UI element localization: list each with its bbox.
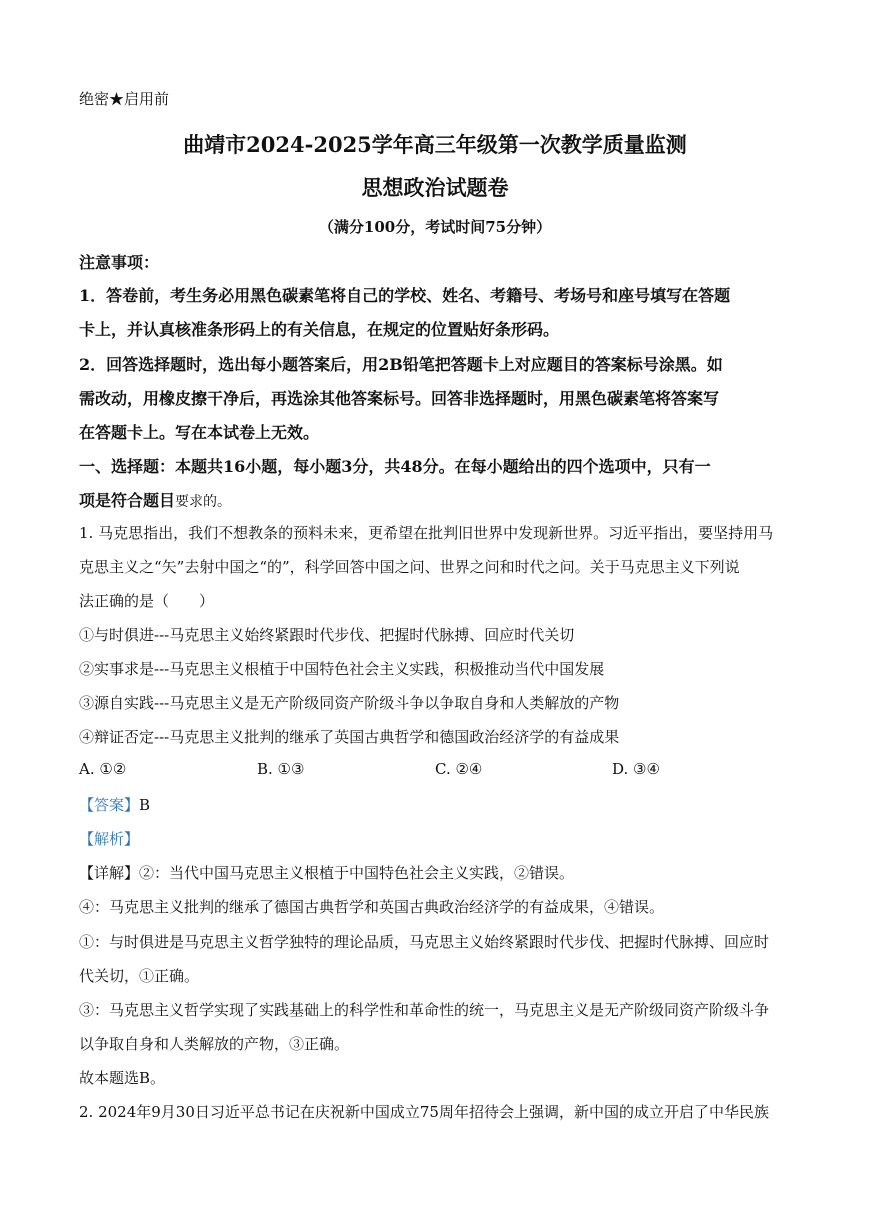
q1-detail-line-3: ①：与时俱进是马克思主义哲学独特的理论品质，马克思主义始终紧跟时代步伐、把握时代脉搏、回应时: [79, 933, 770, 951]
secret-label: 绝密★启用前: [79, 90, 170, 108]
q1-detail-line-2: ④：马克思主义批判的继承了德国古典哲学和英国古典政治经济学的有益成果，④错误。: [79, 898, 665, 916]
section-heading-line-1: 一、选择题：本题共16小题，每小题3分，共48分。在每小题给出的四个选项中，只有一: [79, 457, 711, 476]
notice-item-2-line-3: 在答题卡上。写在本试卷上无效。: [79, 423, 320, 442]
q1-stem-line-2: 克思主义之“矢”去射中国之“的”，科学回答中国之问、世界之问和时代之问。关于马克思主义下列说: [79, 558, 740, 576]
q1-statement-2: ②实事求是---马克思主义根植于中国特色社会主义实践，积极推动当代中国发展: [79, 660, 605, 678]
analysis-tag: 【解析】: [79, 830, 140, 848]
score-time-note: （满分100分，考试时间75分钟）: [318, 218, 552, 236]
q1-stem-line-1: 1. 马克思指出，我们不想教条的预料未来，更希望在批判旧世界中发现新世界。习近平指出，要坚持用马: [79, 524, 774, 542]
q1-answer: [79, 794, 150, 815]
notice-item-1-line-2: 卡上，并认真核准条形码上的有关信息，在规定的位置贴好条形码。: [79, 320, 560, 339]
q1-conclusion: 故本题选B。: [79, 1069, 166, 1087]
notice-heading: 注意事项：: [79, 253, 160, 272]
q1-detail-line-1: 【详解】②：当代中国马克思主义根植于中国特色社会主义实践，②错误。: [79, 864, 575, 882]
q1-statement-3: ③源自实践---马克思主义是无产阶级同资产阶级斗争以争取自身和人类解放的产物: [79, 694, 620, 712]
q1-statement-1: ①与时俱进---马克思主义始终紧跟时代步伐、把握时代脉搏、回应时代关切: [79, 626, 575, 644]
section-heading-line-2: [79, 488, 231, 511]
q1-option-c: C. ②④: [435, 760, 483, 778]
section-heading-bold: 项是符合题目: [79, 491, 176, 510]
answer-value: B: [139, 796, 151, 814]
q1-option-a: A. ①②: [79, 760, 127, 778]
subject-title: 思想政治试题卷: [361, 175, 509, 200]
notice-item-2-line-2: 需改动，用橡皮擦干净后，再选涂其他答案标号。回答非选择题时，用黑色碳素笔将答案写: [79, 389, 720, 408]
exam-title: 曲靖市2024-2025学年高三年级第一次教学质量监测: [183, 132, 687, 157]
q1-detail-line-4: 代关切，①正确。: [79, 967, 200, 985]
q1-stem-line-3: 法正确的是（ ）: [79, 592, 215, 610]
q2-stem-line-1: 2. 2024年9月30日习近平总书记在庆祝新中国成立75周年招待会上强调，新中国的成立开启了中华民族: [79, 1103, 769, 1121]
answer-tag: 【答案】: [79, 796, 140, 814]
q1-option-b: B. ①③: [257, 760, 305, 778]
q1-detail-line-6: 以争取自身和人类解放的产物，③正确。: [79, 1035, 350, 1053]
q1-statement-4: ④辩证否定---马克思主义批判的继承了英国古典哲学和德国政治经济学的有益成果: [79, 728, 620, 746]
notice-item-1-line-1: 1．答卷前，考生务必用黑色碳素笔将自己的学校、姓名、考籍号、考场号和座号填写在答题: [79, 286, 731, 305]
q1-detail-line-5: ③：马克思主义哲学实现了实践基础上的科学性和革命性的统一，马克思主义是无产阶级同资产阶级斗争: [79, 1001, 770, 1019]
notice-item-2-line-1: 2．回答选择题时，选出每小题答案后，用2B铅笔把答题卡上对应题目的答案标号涂黑。如: [79, 355, 723, 374]
section-heading-normal: 要求的。: [175, 494, 232, 510]
q1-option-d: D. ③④: [612, 760, 660, 778]
